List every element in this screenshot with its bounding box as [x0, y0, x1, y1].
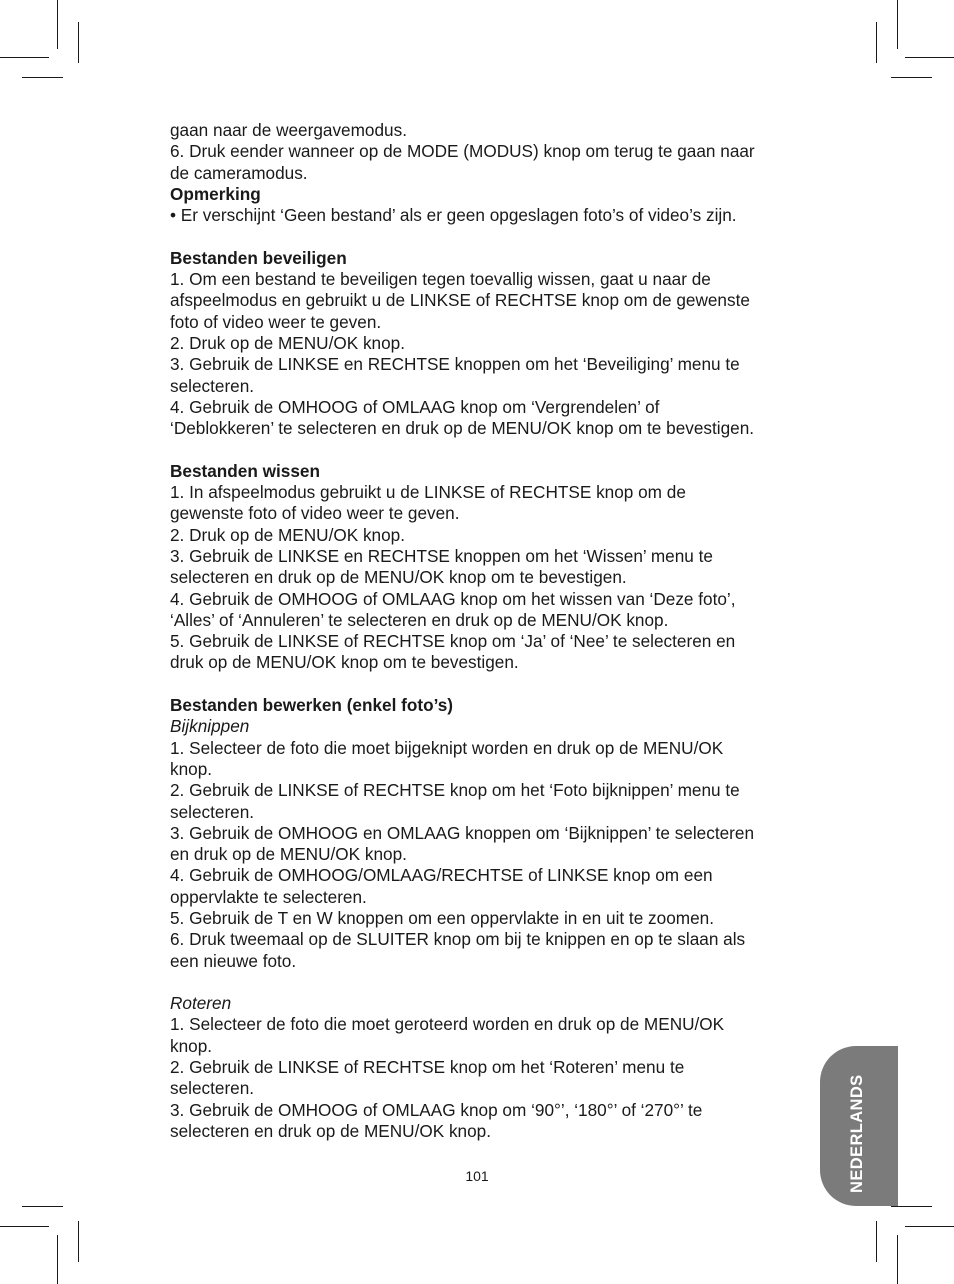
- text-line: oppervlakte te selecteren.: [170, 886, 367, 907]
- text-line: knop.: [170, 1035, 213, 1056]
- text-line: 3. Gebruik de OMHOOG en OMLAAG knoppen om ‘Bijknippen’ te selecteren: [170, 822, 755, 843]
- text-line: ‘Deblokkeren’ te selecteren en druk op de MENU/OK knop om te bevestigen.: [170, 418, 755, 439]
- text-line: 3. Gebruik de LINKSE en RECHTSE knoppen om het ‘Beveiliging’ menu te: [170, 354, 740, 375]
- text-line: 4. Gebruik de OMHOOG of OMLAAG knop om het wissen van ‘Deze foto’,: [170, 588, 736, 609]
- text-line: 1. Selecteer de foto die moet geroteerd worden en druk op de MENU/OK: [170, 1014, 725, 1035]
- text-line: 1. Om een bestand te beveiligen tegen toevallig wissen, gaat u naar de: [170, 269, 711, 290]
- page-number: 101: [465, 1168, 489, 1184]
- text-line: gewenste foto of video weer te geven.: [170, 503, 460, 524]
- text-line: 5. Gebruik de LINKSE of RECHTSE knop om ‘Ja’ of ‘Nee’ te selecteren en: [170, 631, 736, 652]
- text-line: selecteren en druk op de MENU/OK knop.: [170, 1120, 491, 1141]
- text-line: knop.: [170, 758, 213, 779]
- section-heading: Bestanden wissen: [170, 460, 320, 481]
- section-subheading: Bijknippen: [170, 716, 250, 737]
- text-line: 4. Gebruik de OMHOOG/OMLAAG/RECHTSE of LINKSE knop om een: [170, 865, 713, 886]
- text-line: 5. Gebruik de T en W knoppen om een oppervlakte in en uit te zoomen.: [170, 907, 714, 928]
- text-line: ‘Alles’ of ‘Annuleren’ te selecteren en druk op de MENU/OK knop.: [170, 609, 669, 630]
- text-line: 3. Gebruik de LINKSE en RECHTSE knoppen om het ‘Wissen’ menu te: [170, 545, 713, 566]
- text-line: selecteren.: [170, 1078, 255, 1099]
- text-line: 3. Gebruik de OMHOOG of OMLAAG knop om ‘90°’, ‘180°’ of ‘270°’ te: [170, 1099, 703, 1120]
- text-line: de cameramodus.: [170, 162, 308, 183]
- text-line: een nieuwe foto.: [170, 950, 297, 971]
- paragraph-spacer: [170, 674, 815, 695]
- text-line: afspeelmodus en gebruikt u de LINKSE of RECHTSE knop om de gewenste: [170, 290, 750, 311]
- text-line: selecteren en druk op de MENU/OK knop om te bevestigen.: [170, 567, 627, 588]
- page-body: [170, 120, 815, 1142]
- text-line: selecteren.: [170, 375, 255, 396]
- text-line: 1. Selecteer de foto die moet bijgeknipt worden en druk op de MENU/OK: [170, 737, 724, 758]
- section-heading: Bestanden bewerken (enkel foto’s): [170, 695, 454, 716]
- text-line: gaan naar de weergavemodus.: [170, 120, 407, 140]
- text-line: selecteren.: [170, 801, 255, 822]
- text-line: en druk op de MENU/OK knop.: [170, 844, 407, 865]
- paragraph-spacer: [170, 226, 815, 247]
- paragraph-spacer: [170, 972, 815, 993]
- section-heading: Bestanden beveiligen: [170, 247, 347, 268]
- text-line: • Er verschijnt ‘Geen bestand’ als er geen opgeslagen foto’s of video’s zijn.: [170, 205, 737, 226]
- text-line: foto of video weer te geven.: [170, 311, 382, 332]
- language-tab-label: NEDERLANDS: [848, 1074, 866, 1193]
- paragraph-spacer: [170, 439, 815, 460]
- text-line: druk op de MENU/OK knop om te bevestigen.: [170, 652, 519, 673]
- text-line: 1. In afspeelmodus gebruikt u de LINKSE of RECHTSE knop om de: [170, 482, 686, 503]
- text-line: 2. Druk op de MENU/OK knop.: [170, 524, 405, 545]
- text-line: 4. Gebruik de OMHOOG of OMLAAG knop om ‘Vergrendelen’ of: [170, 396, 660, 417]
- section-heading: Opmerking: [170, 183, 261, 204]
- text-line: 2. Gebruik de LINKSE of RECHTSE knop om het ‘Roteren’ menu te: [170, 1057, 685, 1078]
- text-line: 6. Druk eender wanneer op de MODE (MODUS) knop om terug te gaan naar: [170, 141, 755, 162]
- text-line: 2. Druk op de MENU/OK knop.: [170, 332, 405, 353]
- section-subheading: Roteren: [170, 993, 232, 1014]
- text-line: 2. Gebruik de LINKSE of RECHTSE knop om het ‘Foto bijknippen’ menu te: [170, 780, 740, 801]
- text-line: 6. Druk tweemaal op de SLUITER knop om bij te knippen en op te slaan als: [170, 929, 746, 950]
